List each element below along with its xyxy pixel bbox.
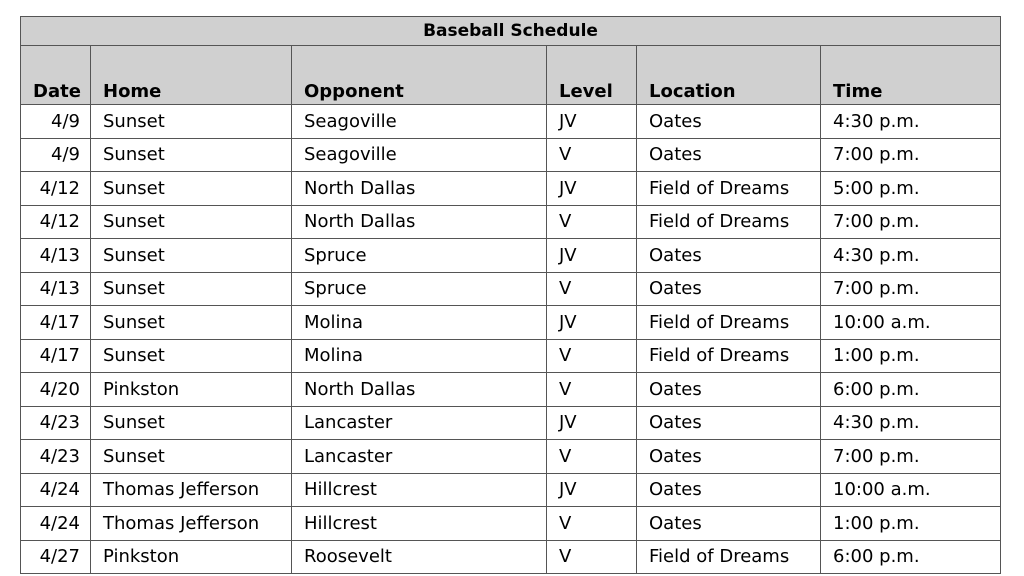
cell-time: 4:30 p.m. [821, 105, 1001, 139]
table-row [21, 138, 1001, 172]
table-row [21, 172, 1001, 206]
cell-opponent: Lancaster [292, 440, 547, 474]
cell-home: Sunset [91, 306, 292, 340]
table-row [21, 105, 1001, 139]
cell-home: Sunset [91, 272, 292, 306]
cell-time: 10:00 a.m. [821, 306, 1001, 340]
cell-location: Oates [637, 239, 821, 273]
cell-home: Sunset [91, 339, 292, 373]
cell-date: 4/17 [21, 306, 91, 340]
cell-time: 6:00 p.m. [821, 540, 1001, 574]
cell-home: Sunset [91, 239, 292, 273]
cell-time: 7:00 p.m. [821, 138, 1001, 172]
table-row [21, 473, 1001, 507]
cell-opponent: Molina [292, 339, 547, 373]
cell-date: 4/13 [21, 272, 91, 306]
cell-date: 4/20 [21, 373, 91, 407]
cell-level: V [547, 205, 637, 239]
table-row [21, 540, 1001, 574]
cell-date: 4/23 [21, 406, 91, 440]
table-row [21, 373, 1001, 407]
cell-level: JV [547, 172, 637, 206]
cell-time: 6:00 p.m. [821, 373, 1001, 407]
cell-location: Field of Dreams [637, 172, 821, 206]
cell-home: Thomas Jefferson [91, 507, 292, 541]
cell-opponent: Seagoville [292, 105, 547, 139]
cell-time: 4:30 p.m. [821, 406, 1001, 440]
cell-home: Sunset [91, 440, 292, 474]
cell-home: Sunset [91, 205, 292, 239]
cell-date: 4/13 [21, 239, 91, 273]
cell-home: Sunset [91, 406, 292, 440]
cell-home: Sunset [91, 105, 292, 139]
cell-level: V [547, 272, 637, 306]
cell-time: 4:30 p.m. [821, 239, 1001, 273]
cell-opponent: North Dallas [292, 373, 547, 407]
cell-opponent: North Dallas [292, 205, 547, 239]
cell-opponent: Hillcrest [292, 473, 547, 507]
table-row [21, 507, 1001, 541]
cell-time: 7:00 p.m. [821, 272, 1001, 306]
cell-date: 4/9 [21, 138, 91, 172]
cell-level: V [547, 540, 637, 574]
cell-opponent: Spruce [292, 272, 547, 306]
cell-level: V [547, 138, 637, 172]
cell-date: 4/24 [21, 473, 91, 507]
table-title: Baseball Schedule [21, 17, 1001, 46]
cell-level: JV [547, 473, 637, 507]
cell-date: 4/24 [21, 507, 91, 541]
column-header-home: Home [91, 46, 292, 105]
table-row [21, 406, 1001, 440]
column-header-date: Date [21, 46, 91, 105]
cell-date: 4/27 [21, 540, 91, 574]
cell-opponent: Molina [292, 306, 547, 340]
header-row [21, 46, 1001, 105]
table-row [21, 272, 1001, 306]
cell-level: V [547, 507, 637, 541]
cell-location: Oates [637, 272, 821, 306]
cell-level: V [547, 373, 637, 407]
column-header-opponent: Opponent [292, 46, 547, 105]
cell-location: Field of Dreams [637, 205, 821, 239]
cell-level: JV [547, 306, 637, 340]
cell-location: Oates [637, 138, 821, 172]
cell-time: 1:00 p.m. [821, 339, 1001, 373]
cell-level: V [547, 440, 637, 474]
cell-opponent: North Dallas [292, 172, 547, 206]
cell-location: Oates [637, 507, 821, 541]
cell-location: Oates [637, 406, 821, 440]
cell-home: Sunset [91, 138, 292, 172]
cell-location: Oates [637, 473, 821, 507]
cell-date: 4/12 [21, 172, 91, 206]
cell-location: Field of Dreams [637, 306, 821, 340]
table-row [21, 205, 1001, 239]
table-row [21, 239, 1001, 273]
cell-opponent: Lancaster [292, 406, 547, 440]
cell-location: Field of Dreams [637, 540, 821, 574]
table-body [21, 105, 1001, 574]
title-row [21, 17, 1001, 46]
cell-location: Oates [637, 105, 821, 139]
cell-home: Sunset [91, 172, 292, 206]
cell-level: V [547, 339, 637, 373]
cell-time: 7:00 p.m. [821, 205, 1001, 239]
cell-date: 4/23 [21, 440, 91, 474]
cell-location: Oates [637, 373, 821, 407]
cell-home: Pinkston [91, 373, 292, 407]
cell-home: Pinkston [91, 540, 292, 574]
cell-location: Field of Dreams [637, 339, 821, 373]
table-row [21, 306, 1001, 340]
cell-location: Oates [637, 440, 821, 474]
cell-home: Thomas Jefferson [91, 473, 292, 507]
cell-date: 4/12 [21, 205, 91, 239]
table-row [21, 339, 1001, 373]
cell-level: JV [547, 105, 637, 139]
cell-time: 7:00 p.m. [821, 440, 1001, 474]
cell-date: 4/9 [21, 105, 91, 139]
column-header-time: Time [821, 46, 1001, 105]
cell-opponent: Seagoville [292, 138, 547, 172]
cell-level: JV [547, 239, 637, 273]
cell-opponent: Spruce [292, 239, 547, 273]
table-row [21, 440, 1001, 474]
baseball-schedule-table [20, 16, 1001, 574]
column-header-location: Location [637, 46, 821, 105]
cell-opponent: Hillcrest [292, 507, 547, 541]
cell-opponent: Roosevelt [292, 540, 547, 574]
cell-time: 10:00 a.m. [821, 473, 1001, 507]
cell-time: 1:00 p.m. [821, 507, 1001, 541]
cell-time: 5:00 p.m. [821, 172, 1001, 206]
column-header-level: Level [547, 46, 637, 105]
cell-level: JV [547, 406, 637, 440]
cell-date: 4/17 [21, 339, 91, 373]
